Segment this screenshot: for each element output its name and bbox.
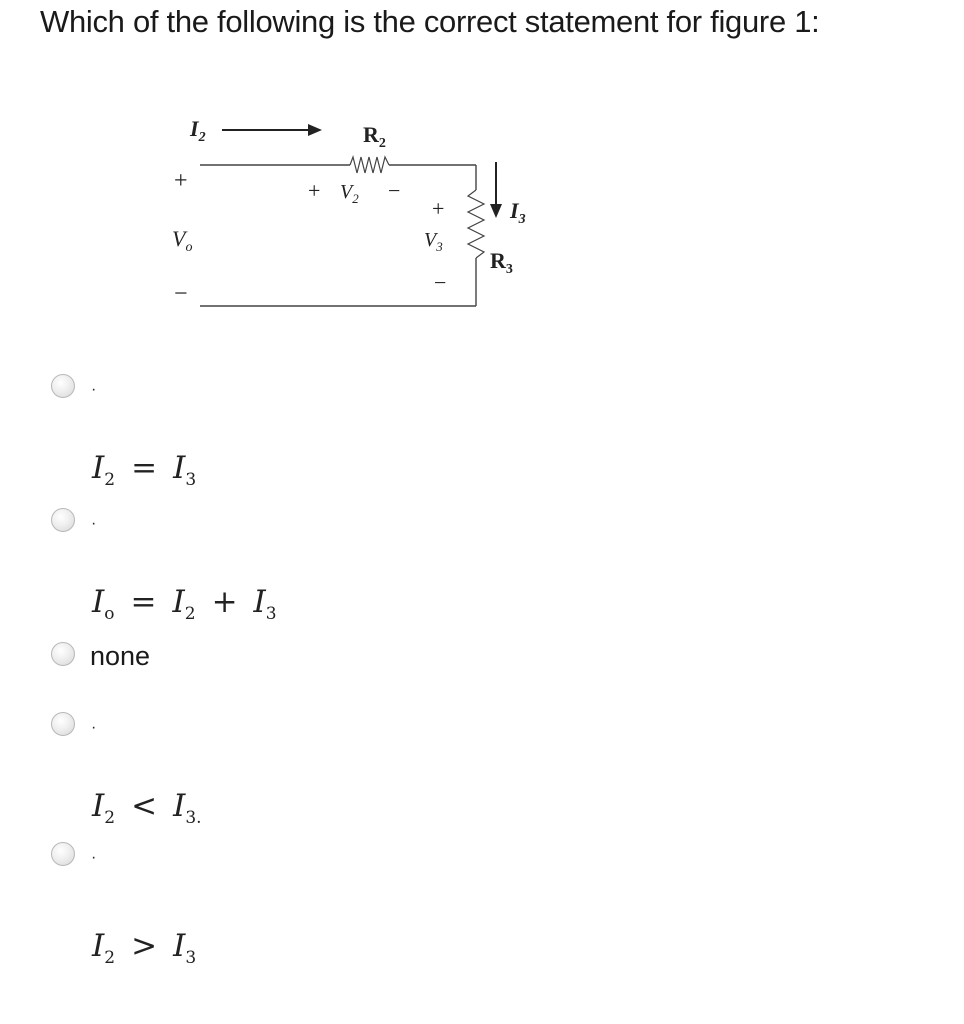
option-1-radio[interactable] — [51, 374, 75, 398]
resistor-r2-label: $R_2$ — [363, 122, 386, 151]
v2-minus-sign: − — [388, 178, 401, 203]
current-i2-label: $I_2$ — [190, 116, 206, 145]
option-2-marker: · — [91, 515, 97, 532]
v0-label: $V_o$ — [172, 226, 193, 255]
option-4-radio[interactable] — [51, 712, 75, 736]
resistor-r3-symbol — [468, 190, 484, 258]
option-2-radio[interactable] — [51, 508, 75, 532]
option-3-label[interactable]: none — [90, 641, 151, 671]
current-i2-arrowhead — [308, 124, 322, 136]
circuit-figure — [160, 108, 540, 318]
v0-plus-sign: + — [174, 168, 188, 194]
option-5-radio[interactable] — [51, 842, 75, 866]
v2-label: $V_2$ — [340, 181, 359, 206]
option-1-marker: · — [91, 381, 97, 398]
question-text: Which of the following is the correct statement for figure 1: — [40, 4, 820, 39]
v0-minus-sign: − — [174, 281, 188, 307]
v3-minus-sign: − — [434, 270, 447, 295]
option-4-marker: · — [91, 719, 97, 736]
option-3-radio[interactable] — [51, 642, 75, 666]
option-5-equation[interactable]: $I_2 > I_3$ — [92, 928, 197, 968]
v3-plus-sign: + — [432, 196, 445, 221]
v2-plus-sign: + — [308, 178, 321, 203]
option-4-equation[interactable]: $I_2 < I_{3.}$ — [92, 788, 202, 828]
current-i3-label: $I_3$ — [510, 198, 526, 227]
resistor-r3-label: $R_3$ — [490, 248, 513, 277]
option-2-equation[interactable]: $I_o = I_2 + I_3$ — [92, 584, 277, 624]
option-5-marker: · — [91, 849, 97, 866]
option-1-equation[interactable]: $I_2 = I_3$ — [92, 450, 197, 490]
v3-label: $V_3$ — [424, 229, 443, 254]
resistor-r2-symbol — [350, 157, 389, 173]
current-i3-arrowhead — [490, 204, 502, 218]
